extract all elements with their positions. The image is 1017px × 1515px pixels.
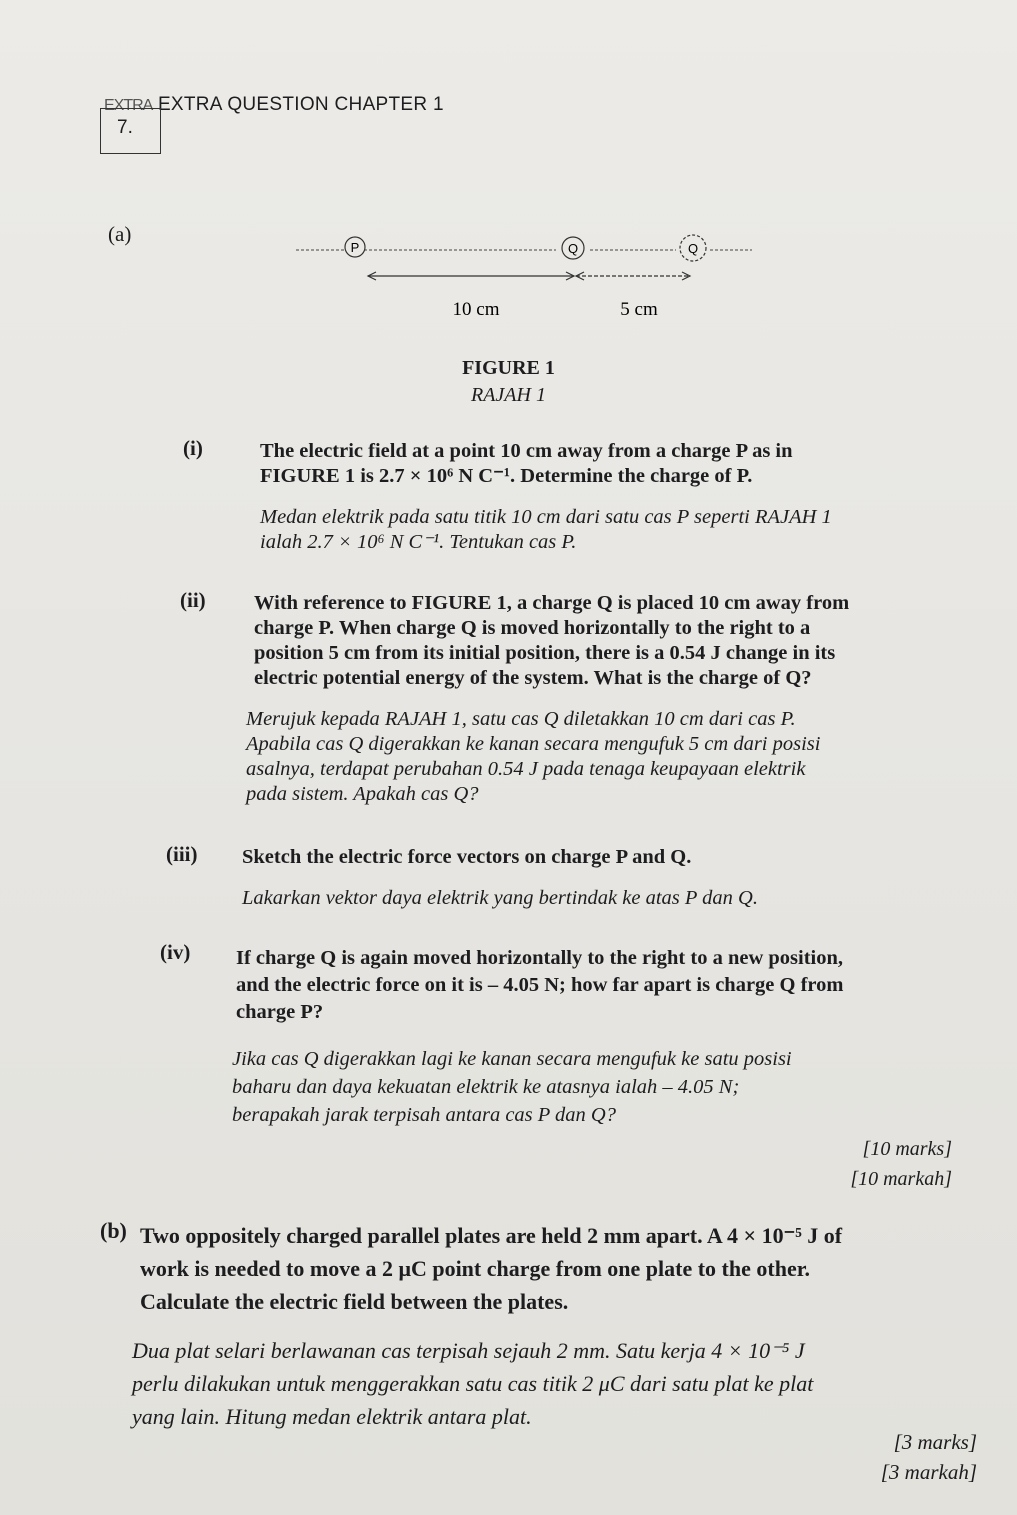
distance-arrow-5cm <box>576 272 690 280</box>
sub-ii-text-en <box>254 591 849 691</box>
text-line: charge P? <box>236 1001 324 1023</box>
text-line: Lakarkan vektor daya elektrik yang bertindak ke atas P dan Q. <box>242 887 758 909</box>
sub-i-text-ms <box>260 505 832 555</box>
text-line: Dua plat selari berlawanan cas terpisah sejauh 2 mm. Satu kerja 4 × 10⁻⁵ J <box>132 1338 805 1363</box>
text-line: baharu dan daya kekuatan elektrik ke atasnya ialah – 4.05 N; <box>232 1076 740 1098</box>
sub-i-label: (i) <box>183 436 203 460</box>
text-line: electric potential energy of the system. What is the charge of Q? <box>254 667 812 689</box>
charge-p-label: P <box>350 240 360 255</box>
text-line: Jika cas Q digerakkan lagi ke kanan secara mengufuk ke satu posisi <box>232 1048 792 1070</box>
charge-q-final-label: Q <box>687 241 699 256</box>
sub-iv-text-en <box>236 945 843 1026</box>
text-line: charge P. When charge Q is moved horizontally to the right to a <box>254 617 811 639</box>
figure-caption-ms: RAJAH 1 <box>471 384 546 406</box>
header-ghost-text: EXTRA <box>104 97 153 114</box>
part-a-marks-ms: [10 markah] <box>850 1168 952 1190</box>
text-line: position 5 cm from its initial position, there is a 0.54 J change in its <box>254 642 836 664</box>
distance-label-10cm: 10 cm <box>452 299 500 320</box>
text-line: Two oppositely charged parallel plates are held 2 mm apart. A 4 × 10⁻⁵ J of <box>140 1223 843 1248</box>
part-b-marks-en: [3 marks] <box>893 1430 977 1454</box>
header-title: EXTRA QUESTION CHAPTER 1 <box>157 94 444 115</box>
text-line: Merujuk kepada RAJAH 1, satu cas Q diletakkan 10 cm dari cas P. <box>246 708 796 730</box>
part-b-text-en <box>140 1219 842 1318</box>
text-line: Apabila cas Q digerakkan ke kanan secara mengufuk 5 cm dari posisi <box>246 733 821 755</box>
text-line: yang lain. Hitung medan elektrik antara plat. <box>132 1404 532 1429</box>
sub-ii-label: (ii) <box>180 588 206 612</box>
distance-arrow-10cm <box>368 272 574 280</box>
charge-q-final-circle <box>680 235 706 261</box>
sub-iii-text-ms <box>242 886 758 911</box>
text-line: perlu dilakukan untuk menggerakkan satu cas titik 2 μC dari satu plat ke plat <box>132 1371 814 1396</box>
charge-q-initial-circle <box>562 237 584 259</box>
text-line: berapakah jarak terpisah antara cas P dan Q? <box>232 1104 616 1126</box>
text-line: FIGURE 1 is 2.7 × 10⁶ N C⁻¹. Determine the charge of P. <box>260 465 753 487</box>
sub-iii-text-en <box>242 845 691 870</box>
part-b-label: (b) <box>100 1218 127 1243</box>
text-line: and the electric force on it is – 4.05 N; how far apart is charge Q from <box>236 974 844 996</box>
text-line: pada sistem. Apakah cas Q? <box>246 783 479 805</box>
sub-iii-label: (iii) <box>166 842 198 866</box>
text-line: Calculate the electric field between the plates. <box>140 1289 569 1314</box>
part-b-text-ms <box>132 1334 813 1433</box>
part-a-label: (a) <box>108 222 132 246</box>
text-line: Sketch the electric force vectors on charge P and Q. <box>242 846 692 868</box>
figure-caption-en: FIGURE 1 <box>462 357 555 379</box>
text-line: With reference to FIGURE 1, a charge Q is placed 10 cm away from <box>254 592 850 614</box>
text-line: asalnya, terdapat perubahan 0.54 J pada tenaga keupayaan elektrik <box>246 758 806 780</box>
sub-iv-label: (iv) <box>160 940 191 964</box>
distance-label-5cm: 5 cm <box>620 299 658 320</box>
question-number-box <box>100 108 161 154</box>
part-a-marks-en: [10 marks] <box>862 1138 952 1160</box>
question-number: 7. <box>117 117 133 138</box>
figure-1-diagram <box>290 228 760 328</box>
sub-i-text-en <box>260 439 793 489</box>
text-line: work is needed to move a 2 μC point charge from one plate to the other. <box>140 1256 810 1281</box>
charge-q-initial-label: Q <box>567 241 579 256</box>
text-line: The electric field at a point 10 cm away from a charge P as in <box>260 440 793 462</box>
charge-p-circle <box>345 237 365 257</box>
sub-iv-text-ms <box>232 1045 792 1129</box>
part-b-marks-ms: [3 markah] <box>880 1460 977 1484</box>
text-line: Medan elektrik pada satu titik 10 cm dari satu cas P seperti RAJAH 1 <box>260 506 832 528</box>
sub-ii-text-ms <box>246 707 820 807</box>
text-line: If charge Q is again moved horizontally to the right to a new position, <box>236 947 844 969</box>
text-line: ialah 2.7 × 10⁶ N C⁻¹. Tentukan cas P. <box>260 531 577 553</box>
